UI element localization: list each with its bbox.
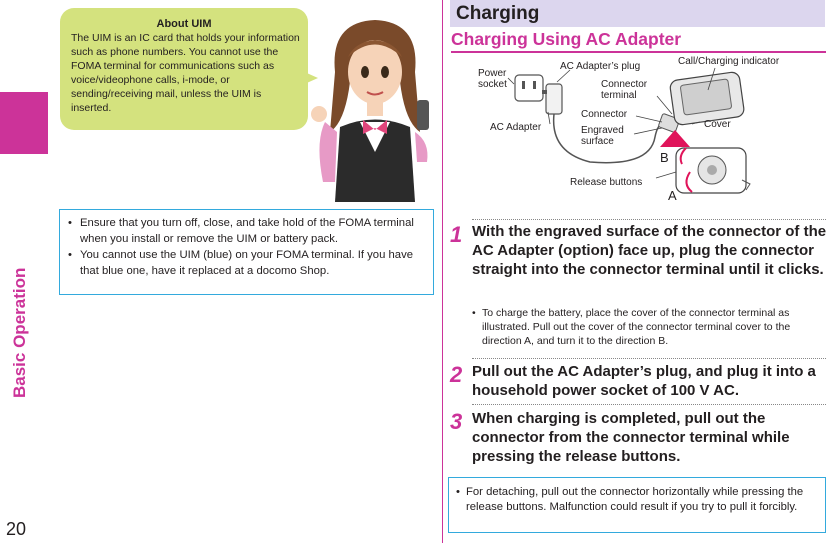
subsection-title: Charging Using AC Adapter	[451, 29, 682, 49]
detach-note-box	[448, 477, 826, 533]
step-number: 2	[450, 362, 463, 387]
list-item: • Ensure that you turn off, close, and take hold of the FOMA terminal when you install or remove the UIM or battery pack.	[68, 215, 428, 247]
step-separator	[472, 358, 826, 359]
bubble-title: About UIM	[156, 18, 212, 30]
label-engraved-line1: Engraved	[581, 125, 624, 136]
bubble-body: The UIM is an IC card that holds your information such as phone numbers. You cannot use the FOMA terminal for communications such as voice/videophone calls, i-mode, or sending/receiving mail, unless the UIM is inserted.	[71, 32, 300, 114]
guide-character-illustration	[305, 12, 435, 202]
label-connector: Connector	[581, 109, 628, 120]
uim-notes-list	[68, 215, 428, 279]
step-2	[450, 362, 827, 402]
uim-info-bubble	[60, 8, 308, 130]
label-engraved-surface	[581, 125, 624, 147]
section-title: Charging	[456, 3, 540, 24]
sidebar-tab	[0, 92, 48, 398]
label-direction-b: B	[660, 150, 669, 165]
sidebar-section-label: Basic Operation	[10, 267, 29, 398]
label-release-buttons: Release buttons	[570, 177, 643, 188]
section-header	[450, 0, 825, 27]
label-power-socket-line1: Power	[478, 68, 507, 79]
label-connector-terminal-line1: Connector	[601, 79, 648, 90]
label-direction-a: A	[668, 188, 677, 203]
step-3	[450, 409, 827, 469]
step-number: 3	[450, 409, 463, 434]
label-ac-plug: AC Adapter’s plug	[560, 61, 641, 72]
page-number: 20	[6, 519, 27, 539]
label-power-socket	[478, 68, 507, 90]
step-separator	[472, 404, 826, 405]
label-connector-terminal-line2: terminal	[601, 90, 637, 101]
detach-note: • For detaching, pull out the connector horizontally while pressing the release buttons. Malfunction could result if you try to pull it forcibly.	[456, 485, 820, 515]
sidebar-color-bar	[0, 92, 48, 154]
label-connector-terminal	[601, 79, 647, 101]
label-indicator: Call/Charging indicator	[678, 56, 780, 67]
uim-notes-box	[59, 209, 434, 295]
step-text: When charging is completed, pull out the connector from the connector terminal while pressing the release buttons.	[472, 410, 790, 465]
list-item: • You cannot use the UIM (blue) on your FOMA terminal. If you have that blue one, have it replaced at a docomo Shop.	[68, 247, 428, 279]
step-1	[450, 222, 827, 304]
step-text: Pull out the AC Adapter’s plug, and plug it into a household power socket of 100 V AC.	[472, 363, 816, 399]
label-engraved-line2: surface	[581, 136, 614, 147]
label-ac-adapter: AC Adapter	[490, 122, 542, 133]
step-text: With the engraved surface of the connector of the AC Adapter (option) face up, plug the connector straight into the connector terminal until it clicks.	[472, 223, 827, 278]
label-cover: Cover	[704, 119, 731, 130]
step-number: 1	[450, 222, 463, 247]
column-divider	[442, 0, 443, 543]
charging-diagram	[450, 52, 827, 202]
step-separator	[472, 219, 826, 220]
step-1-note: • To charge the battery, place the cover of the connector terminal as illustrated. Pull out the cover of the connector terminal cover to the direction A, and turn it to the direction B.	[472, 306, 827, 348]
label-power-socket-line2: socket	[478, 79, 507, 90]
